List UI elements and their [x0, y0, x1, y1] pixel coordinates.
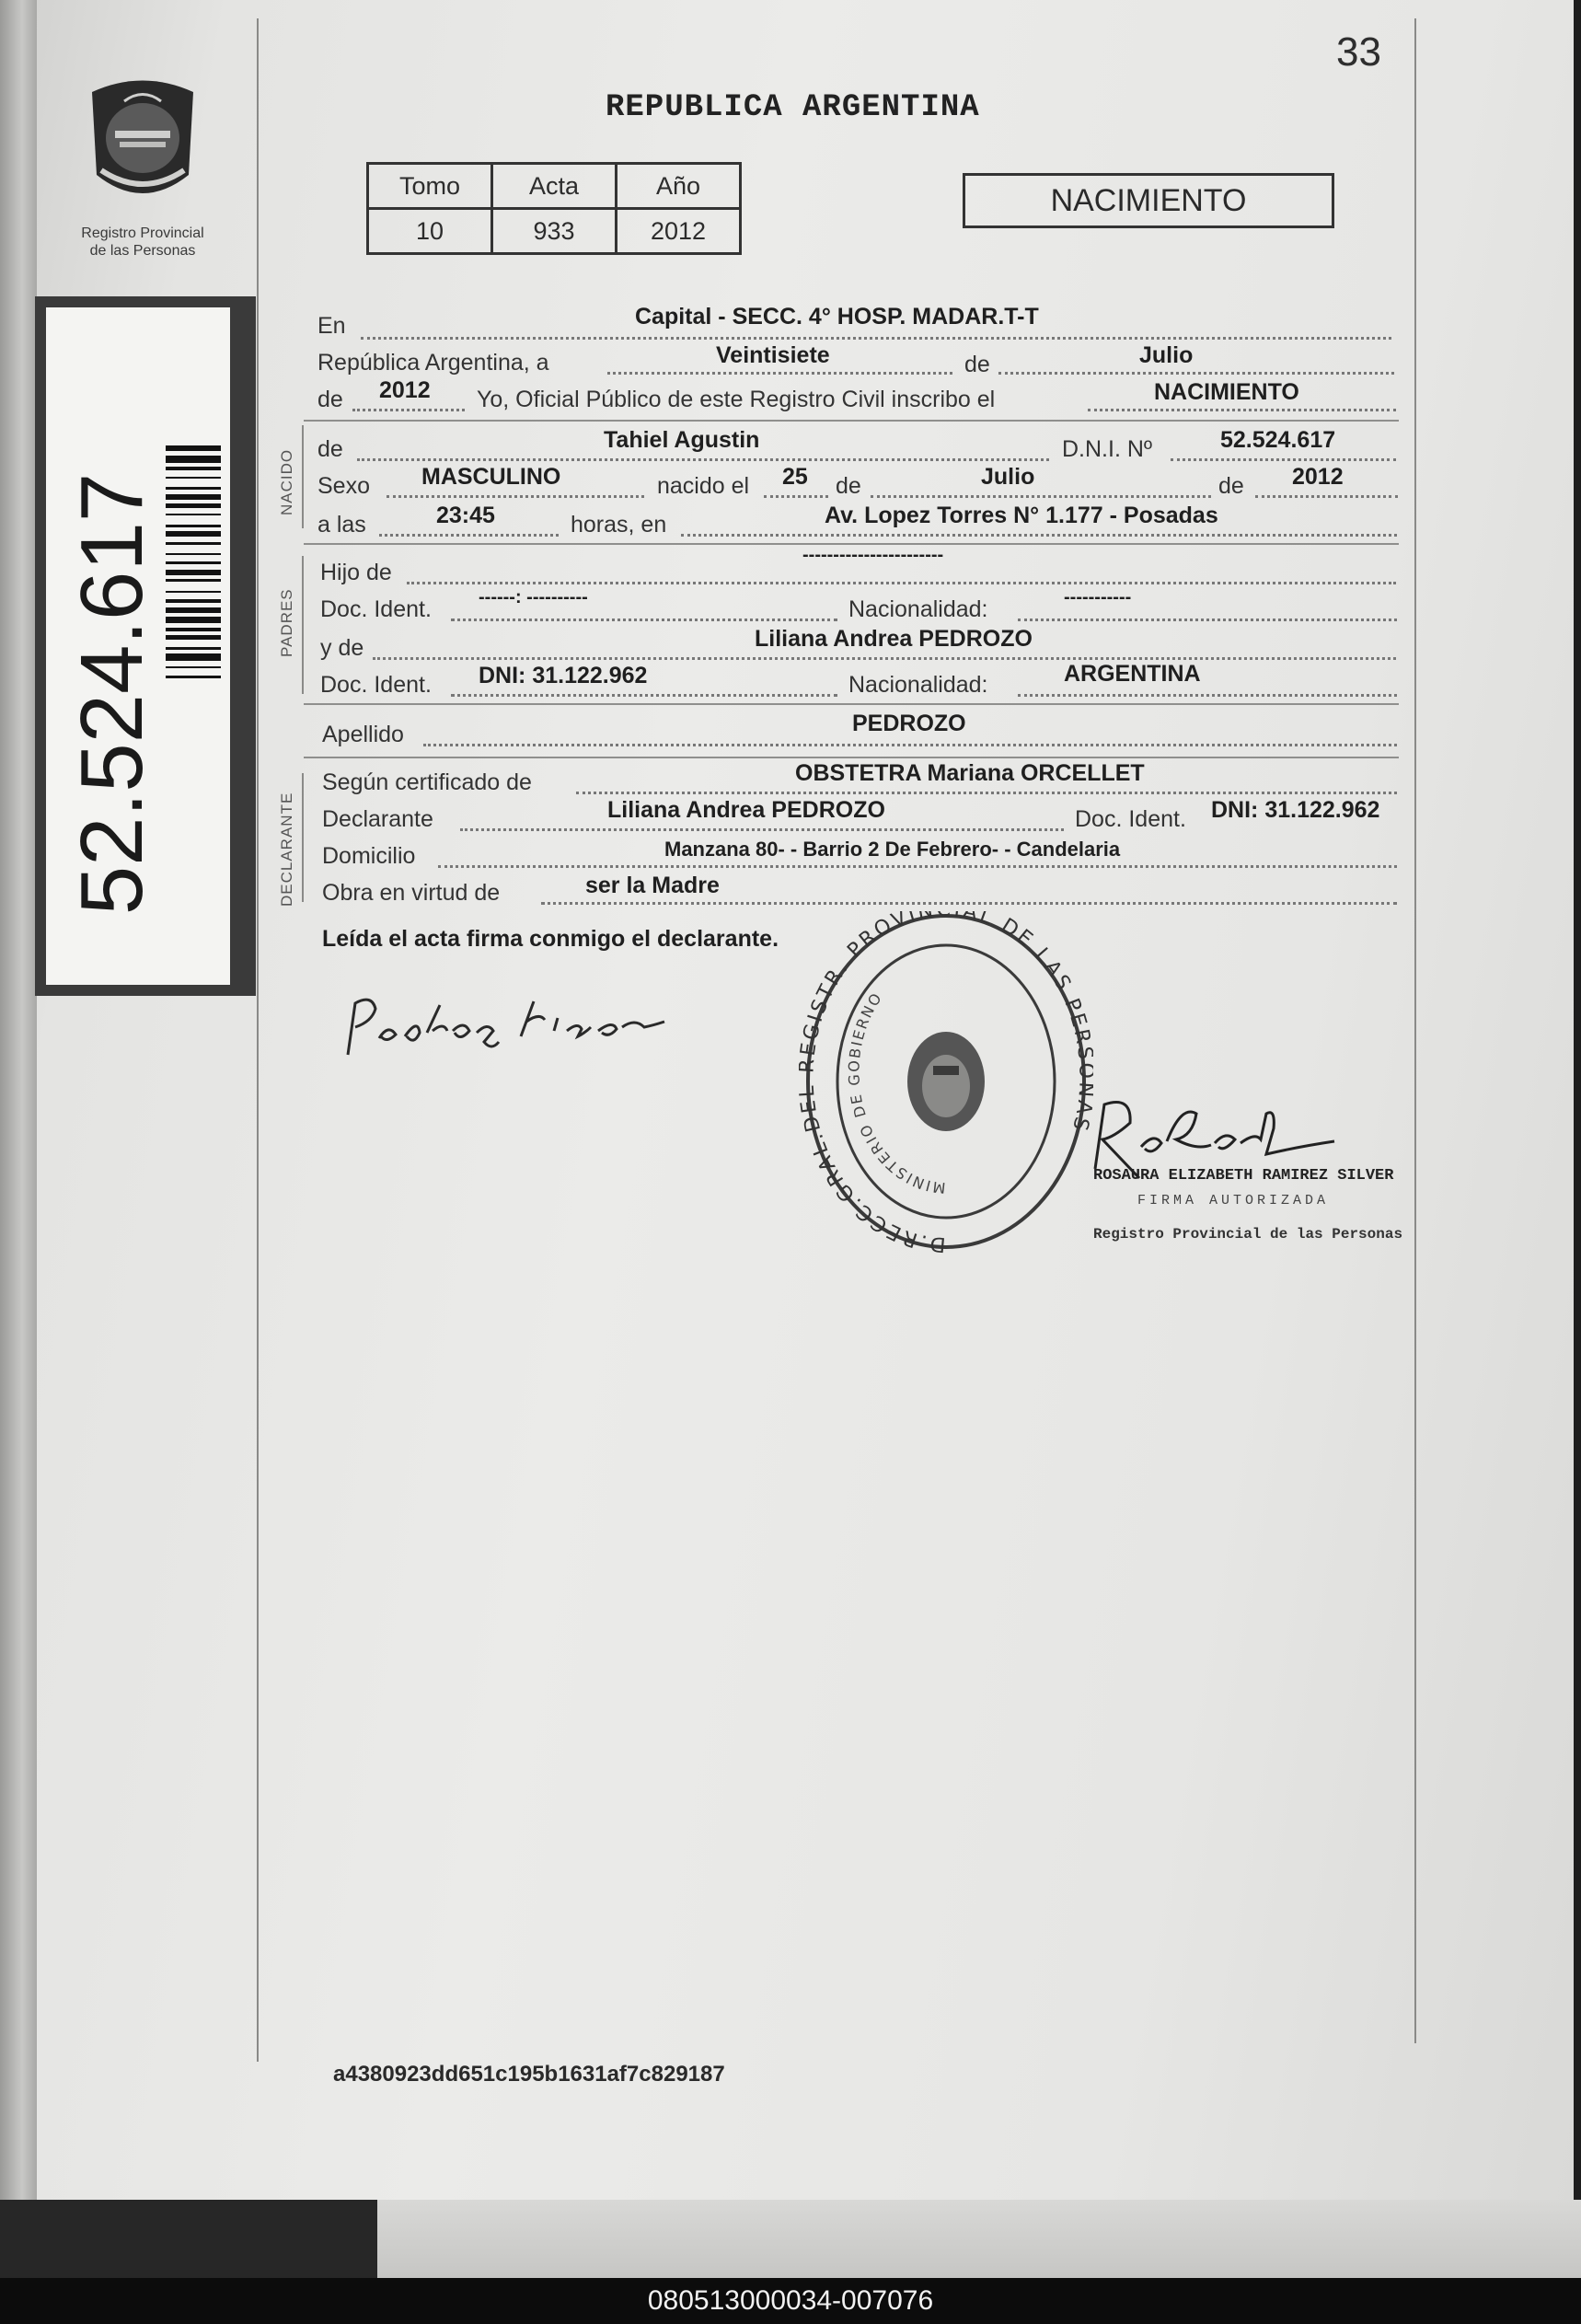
declarante-doc: DNI: 31.122.962 — [1211, 797, 1380, 823]
sexo-value: MASCULINO — [421, 464, 561, 490]
barcode-bar — [166, 570, 221, 575]
page-bottom-edge — [0, 2200, 1581, 2278]
nombre-nacido: Tahiel Agustin — [604, 427, 760, 453]
barcode-bar — [166, 542, 221, 545]
barcode-bar — [166, 653, 221, 661]
en-label: En — [317, 313, 346, 339]
barcode-icon — [166, 445, 221, 869]
domicilio-value: Manzana 80- - Barrio 2 De Febrero- - Candelaria — [664, 838, 1121, 861]
madre-nacionalidad: ARGENTINA — [1064, 661, 1201, 687]
obra-value: ser la Madre — [585, 873, 720, 898]
declarante-doc-label: Doc. Ident. — [1075, 806, 1186, 832]
provincial-logo — [74, 74, 212, 221]
de-label-3: de — [1218, 473, 1244, 499]
dni-label: D.N.I. Nº — [1062, 436, 1153, 462]
barcode-bar — [166, 666, 221, 668]
official-stamp — [799, 911, 1093, 1275]
stamp-outer-text: D.RECC.GRAL.DE EGISTR. PROVIN AL DE LAS PER S — [799, 911, 1093, 1256]
sexo-label: Sexo — [317, 473, 370, 499]
barcode-number: 52.524.617 — [63, 472, 161, 916]
mes-value: Julio — [1139, 342, 1194, 368]
apellido-value: PEDROZO — [852, 711, 966, 736]
barcode-bar — [166, 628, 221, 631]
nacido-de-label: de — [317, 436, 343, 462]
barcode-bar — [166, 591, 221, 593]
right-rule — [1414, 18, 1416, 2043]
barcode-bar — [166, 561, 221, 564]
table-value-acta: 933 — [492, 209, 617, 254]
side-label-nacido: NACIDO — [278, 448, 295, 515]
table-header-tomo: Tomo — [368, 164, 492, 209]
padre-doc: ------: ---------- — [479, 587, 588, 607]
declarant-signature — [340, 977, 690, 1074]
barcode-label — [35, 296, 256, 996]
de2-label: de — [317, 387, 343, 412]
barcode-bar — [166, 514, 221, 515]
padre-nacionalidad: ----------- — [1064, 587, 1132, 607]
madre-nombre: Liliana Andrea PEDROZO — [755, 626, 1033, 652]
barcode-bar — [166, 599, 221, 603]
official-role: FIRMA AUTORIZADA — [1137, 1193, 1330, 1208]
domicilio-label: Domicilio — [322, 843, 416, 869]
table-value-tomo: 10 — [368, 209, 492, 254]
footer-id: 080513000034-007076 — [0, 2278, 1581, 2324]
padre-nombre: ----------------------- — [802, 545, 944, 565]
de-label: de — [964, 352, 990, 377]
lugar-nacimiento: Av. Lopez Torres N° 1.177 - Posadas — [825, 503, 1218, 528]
side-label-declarante: DECLARANTE — [278, 792, 295, 907]
left-rule — [257, 18, 259, 2062]
hijo-de-label: Hijo de — [320, 560, 392, 585]
inscribo-value: NACIMIENTO — [1154, 379, 1299, 405]
madre-nacionalidad-label: Nacionalidad: — [848, 672, 988, 698]
certificado-value: OBSTETRA Mariana ORCELLET — [795, 760, 1145, 786]
logo-caption — [55, 225, 230, 260]
padre-doc-label: Doc. Ident. — [320, 596, 432, 622]
barcode-bar — [166, 617, 221, 623]
barcode-bar — [166, 503, 221, 508]
logo-caption-line1: Registro Provincial — [81, 225, 204, 241]
apellido-label: Apellido — [322, 722, 404, 747]
declarante-nombre: Liliana Andrea PEDROZO — [607, 797, 885, 823]
official-name: ROSAURA ELIZABETH RAMIREZ SILVER — [1093, 1167, 1394, 1185]
table-header-anio: Año — [617, 164, 741, 209]
barcode-bar — [166, 456, 221, 463]
republica-label: República Argentina, a — [317, 350, 549, 376]
document-hash: a4380923dd651c195b1631af7c829187 — [333, 2062, 725, 2087]
declarante-label: Declarante — [322, 806, 433, 832]
logo-caption-line2: de las Personas — [89, 243, 196, 259]
barcode-bar — [166, 445, 221, 451]
registry-table — [366, 162, 742, 255]
mes-nacimiento: Julio — [981, 464, 1035, 490]
book-spine — [0, 0, 37, 2324]
barcode-bar — [166, 635, 221, 640]
y-de-label: y de — [320, 635, 364, 661]
anio-nacimiento: 2012 — [1292, 464, 1344, 490]
barcode-bar — [166, 579, 221, 582]
barcode-bar — [166, 676, 221, 678]
de-label-2: de — [836, 473, 861, 499]
stamp-inner-text: MINISTERIO DE GOBIERNO — [845, 989, 947, 1197]
closing-text: Leída el acta firma conmigo el declarante. — [322, 926, 779, 952]
barcode-bar — [166, 553, 221, 555]
dni-nacido: 52.524.617 — [1220, 427, 1336, 453]
anio-value: 2012 — [379, 377, 431, 403]
inscribo-label: Yo, Oficial Público de este Registro Civil inscribo el — [477, 387, 996, 412]
en-value: Capital - SECC. 4° HOSP. MADAR.T-T — [635, 304, 1039, 330]
segun-label: Según certificado de — [322, 769, 532, 795]
barcode-bar — [166, 647, 221, 650]
barcode-bar — [166, 477, 221, 479]
record-type-box: NACIMIENTO — [963, 173, 1334, 228]
table-header-acta: Acta — [492, 164, 617, 209]
barcode-bar — [166, 467, 221, 470]
dia-nacimiento: 25 — [782, 464, 808, 490]
madre-doc-label: Doc. Ident. — [320, 672, 432, 698]
a-las-label: a las — [317, 512, 366, 538]
page-number: 33 — [1336, 29, 1381, 75]
horas-en-label: horas, en — [571, 512, 667, 538]
hora-nacimiento: 23:45 — [436, 503, 495, 528]
madre-doc: DNI: 31.122.962 — [479, 663, 648, 688]
obra-label: Obra en virtud de — [322, 880, 501, 906]
padre-nacionalidad-label: Nacionalidad: — [848, 596, 988, 622]
barcode-bar — [166, 531, 221, 537]
side-label-padres: PADRES — [278, 588, 295, 657]
table-value-anio: 2012 — [617, 209, 741, 254]
barcode-bar — [166, 607, 221, 613]
dia-value: Veintisiete — [716, 342, 830, 368]
document-title: REPUBLICA ARGENTINA — [606, 90, 980, 125]
barcode-bar — [166, 487, 221, 490]
barcode-bar — [166, 494, 221, 500]
barcode-bar — [166, 525, 221, 527]
nacido-el-label: nacido el — [657, 473, 750, 499]
official-office: Registro Provincial de las Personas — [1093, 1226, 1403, 1243]
